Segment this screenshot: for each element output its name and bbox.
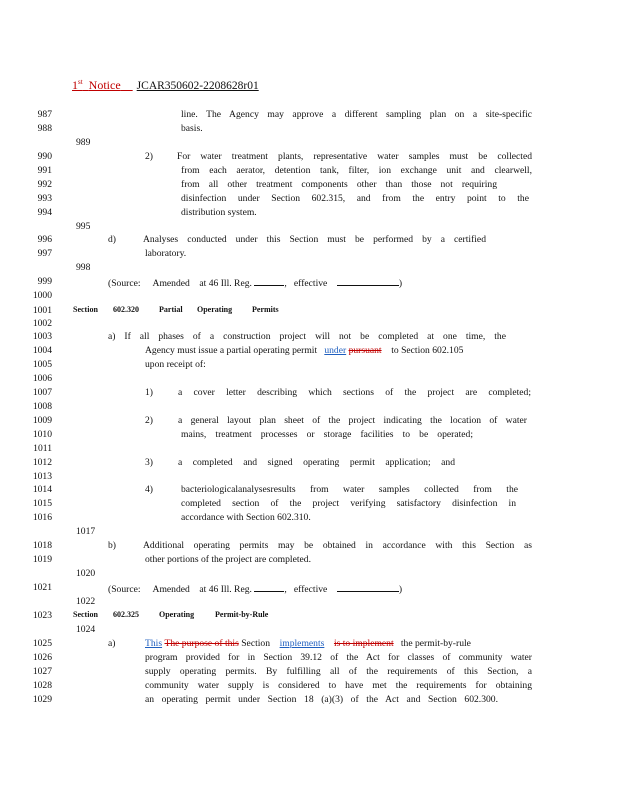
line-number: 994 (37, 207, 52, 218)
line-number: 989 (76, 137, 91, 148)
inserted-text: implements (279, 638, 325, 649)
line-number: 1008 (32, 401, 52, 412)
text-line: accordance with Section 602.310. (181, 512, 311, 523)
page-header (72, 78, 259, 93)
source-note: (Source: Amended at 46 Ill. Reg. , effective ) (108, 278, 403, 289)
text-line: a cover letter describing which sections of the project are completed; (178, 387, 531, 398)
text-line: laboratory. (145, 248, 187, 259)
notice-label: 1st Notice (72, 78, 121, 92)
line-number: 999 (37, 276, 52, 287)
section-number: 602.320 (113, 305, 139, 314)
text-line: mains, treatment processes or storage facilities to be operated; (181, 429, 473, 440)
section-heading-label: Section (73, 305, 98, 314)
line-number: 1020 (76, 568, 96, 579)
item-number: a) (108, 638, 116, 649)
item-number: 2) (145, 151, 153, 162)
text-line: Analyses conducted under this Section must be performed by a certified (143, 234, 486, 245)
line-number: 1007 (32, 387, 52, 398)
text-line: This The purpose of this Section implements is to implement the permit-by-rule (145, 638, 471, 649)
line-number: 1003 (32, 331, 52, 342)
item-number: b) (108, 540, 116, 551)
text-line: line. The Agency may approve a different sampling plan on a site-specific (181, 109, 532, 120)
line-number: 1015 (32, 498, 52, 509)
text-line: completed section of the project verifying satisfactory disinfection in (181, 498, 516, 509)
line-number: 1023 (32, 610, 52, 621)
section-heading-label: Section (73, 610, 98, 619)
line-number: 1005 (32, 359, 52, 370)
section-title-word: Operating (197, 305, 233, 314)
text-line: a general layout plan sheet of the project indicating the location of water (178, 415, 527, 426)
line-number: 1012 (32, 457, 52, 468)
line-number: 1013 (32, 471, 52, 482)
line-number: 987 (37, 109, 52, 120)
inserted-text: under (324, 345, 347, 356)
text-line: disinfection under Section 602.315, and from the entry point to the (181, 193, 529, 204)
line-number: 1006 (32, 373, 52, 384)
line-number: 1001 (32, 305, 52, 316)
line-number: 1025 (32, 638, 52, 649)
line-number: 1000 (32, 290, 52, 301)
section-number: 602.325 (113, 610, 139, 619)
item-number: 3) (145, 457, 153, 468)
item-number: 2) (145, 415, 153, 426)
line-number: 1010 (32, 429, 52, 440)
line-number: 996 (37, 234, 52, 245)
item-number: 1) (145, 387, 153, 398)
line-number: 1016 (32, 512, 52, 523)
text-line: Agency must issue a partial operating permit under pursuant to Section 602.105 (145, 345, 464, 356)
text-line: a completed and signed operating permit application; and (178, 457, 455, 468)
line-number: 1022 (76, 596, 96, 607)
item-number: 4) (145, 484, 153, 495)
document-code: JCAR350602-2208628r01 (136, 80, 259, 92)
section-title-word: Permit-by-Rule (215, 610, 269, 619)
source-note: (Source: Amended at 46 Ill. Reg. , effective ) (108, 584, 403, 595)
text-line: upon receipt of: (145, 359, 206, 370)
line-number: 1014 (32, 484, 52, 495)
text-line: program provided for in Section 39.12 of the Act for classes of community water (145, 652, 532, 663)
line-number: 992 (37, 179, 52, 190)
text-line: Additional operating permits may be obtained in accordance with this Section as (143, 540, 532, 551)
line-number: 995 (76, 221, 91, 232)
line-number: 991 (37, 165, 52, 176)
section-title-word: Partial (159, 305, 183, 314)
line-number: 1002 (32, 318, 52, 329)
text-line: bacteriologicalanalysesresults from water samples collected from the (181, 484, 518, 495)
line-number: 1026 (32, 652, 52, 663)
line-number: 1024 (76, 624, 96, 635)
line-number: 1017 (76, 526, 96, 537)
line-number: 997 (37, 248, 52, 259)
line-number: 1018 (32, 540, 52, 551)
deleted-text: pursuant (348, 345, 382, 356)
text-line: from all other treatment components other than those not requiring (181, 179, 497, 190)
line-number: 993 (37, 193, 52, 204)
line-number: 1004 (32, 345, 52, 356)
line-number: 1029 (32, 694, 52, 705)
line-number: 1009 (32, 415, 52, 426)
line-number: 1011 (33, 443, 52, 454)
line-number: 1019 (32, 554, 52, 565)
line-number: 990 (37, 151, 52, 162)
line-number: 988 (37, 123, 52, 134)
text-line: a) If all phases of a construction project will not be completed at one time, the (108, 331, 506, 342)
deleted-text: The purpose of this (164, 638, 239, 649)
line-number: 1021 (32, 582, 52, 593)
line-number: 1028 (32, 680, 52, 691)
text-line: from each aerator, detention tank, filter, ion exchange unit and clearwell, (181, 165, 532, 176)
text-line: For water treatment plants, representative water samples must be collected (177, 151, 532, 162)
line-number: 1027 (32, 666, 52, 677)
item-number: d) (108, 234, 116, 245)
text-line: an operating permit under Section 18 (a)(3) of the Act and Section 602.300. (145, 694, 498, 705)
text-line: supply operating permits. By fulfilling all of the requirements of this Section, a (145, 666, 532, 677)
section-title-word: Operating (159, 610, 195, 619)
text-line: community water supply is considered to have met the requirements for obtaining (145, 680, 532, 691)
text-line: basis. (181, 123, 203, 134)
line-number: 998 (76, 262, 91, 273)
deleted-text: is to implement (333, 638, 394, 649)
text-line: distribution system. (181, 207, 257, 218)
section-title-word: Permits (252, 305, 279, 314)
inserted-text: This (145, 638, 163, 649)
text-line: other portions of the project are completed. (145, 554, 311, 565)
